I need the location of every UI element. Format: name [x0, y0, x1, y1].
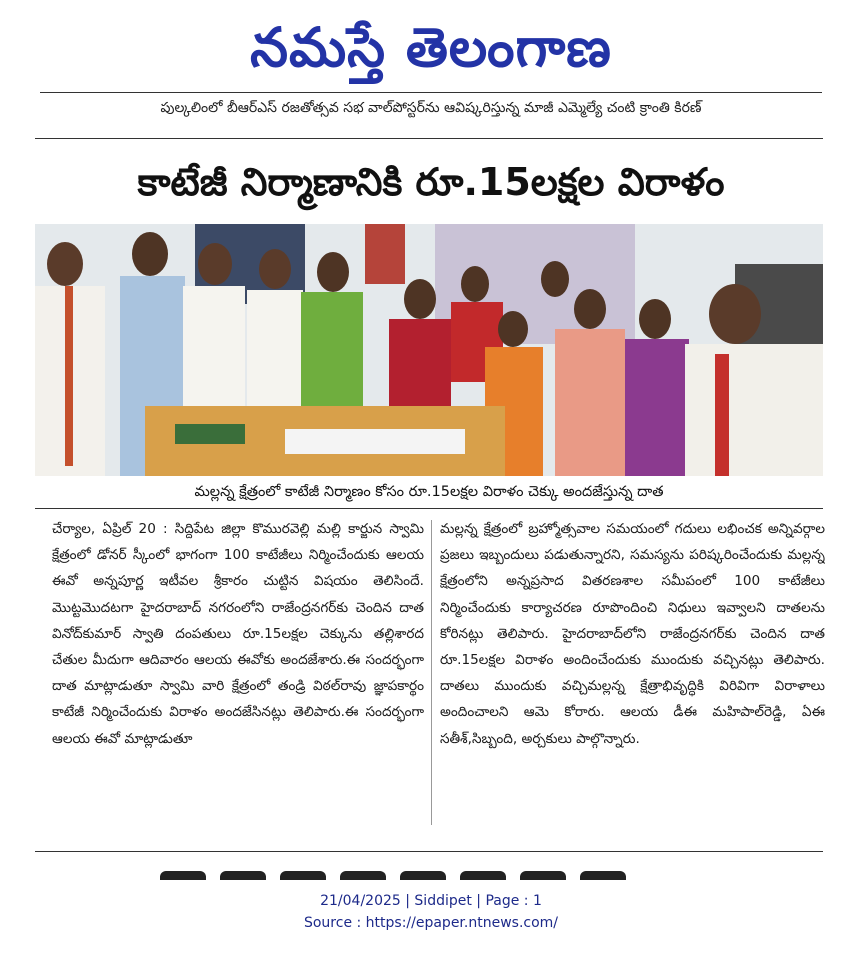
top-news-strip: పుల్కలింలో బీఆర్ఎస్ రజతోత్సవ సభ వాల్‌పోస్టర్‌ను ఆవిష్కరిస్తున్న మాజీ ఎమ్మెల్యే చంటి క్రాంతి కిరణ్ — [160, 100, 702, 116]
article-column-left: చేర్యాల, ఏప్రిల్ 20 : సిద్దిపేట జిల్లా కొమురవెల్లి మల్లి కార్జున స్వామి క్షేత్రంలో డోనర్ స్కీంలో భాగంగా 100 కాటేజీలు నిర్మించేందుకు ఆలయ ఈవో అన్నపూర్ణ ఇటీవల శ్రీకారం చుట్టిన విషయం తెలిసిందే. మొట్టమొదటగా హైదరాబాద్ నగరంలోని రాజేంద్రనగర్‌కు చెందిన దాత వినోద్‌కుమార్ స్వాతి దంపతులు రూ.15లక్షల చెక్కును తల్లిశారద చేతుల మీదుగా ఆదివారం ఆలయ ఈవోకు అందజేశారు.ఈ సందర్భంగా దాత మాట్లాడుతూ స్వామి వారి క్షేత్రంలో తండ్రి విఠల్‌రావు జ్ఞాపకార్థం కాటేజీ నిర్మించేందుకు విరాళం అందజేసినట్లు తెలిపారు.ఈ సందర్భంగా ఆలయ ఈవో మాట్లాడుతూ — [52, 521, 424, 747]
photo-caption: మల్లన్న క్షేత్రంలో కాటేజీ నిర్మాణం కోసం రూ.15లక్షల విరాళం చెక్కు అందజేస్తున్న దాత — [194, 484, 664, 500]
news-photo — [35, 224, 823, 476]
column-divider — [431, 520, 432, 825]
article-column-right: మల్లన్న క్షేత్రంలో బ్రహ్మోత్సవాల సమయంలో గదులు లభించక అన్నివర్గాల ప్రజలు ఇబ్బందులు పడుతున్నారని, సమస్యను పరిష్కరించేందుకు మల్లన్న క్షేత్రంలోని అన్నప్రసాద వితరణశాల సమీపంలో 100 కాటేజీలు నిర్మించేందుకు కార్యాచరణ రూపొందించి నిధులు ఇవ్వాలని దాతలను కోరినట్లు తెలిపారు. హైదరాబాద్‌లోని రాజేంద్రనగర్‌కు చెందిన దాత రూ.15లక్షల విరాళం అందించేందుకు ముందుకు వచ్చినట్లు తెలిపారు. దాతలు ముందుకు వచ్చిమల్లన్న క్షేత్రాభివృద్ధికి విరివిగా విరాళాలు అందించాలని ఆమె కోరారు. ఆలయ డీఈ మహిపాల్‌రెడ్డి, ఏఈ సతీశ్,సిబ్బంది, అర్చకులు పాల్గొన్నారు. — [440, 521, 825, 747]
article-headline: కాటేజీ నిర్మాణానికి రూ.15లక్షల విరాళం — [137, 160, 725, 204]
page-footer — [0, 890, 862, 934]
footer-source: Source : https://epaper.ntnews.com/ — [303, 915, 559, 931]
caption-rule — [35, 508, 823, 509]
section-rule — [35, 138, 823, 139]
masthead-rule — [40, 92, 822, 93]
newspaper-masthead: నమస్తే తెలంగాణ — [250, 16, 612, 79]
next-headline-fragment — [160, 866, 780, 880]
footer-date-edition: 21/04/2025 | Siddipet | Page : 1 — [320, 893, 542, 909]
article-end-rule — [35, 851, 823, 852]
